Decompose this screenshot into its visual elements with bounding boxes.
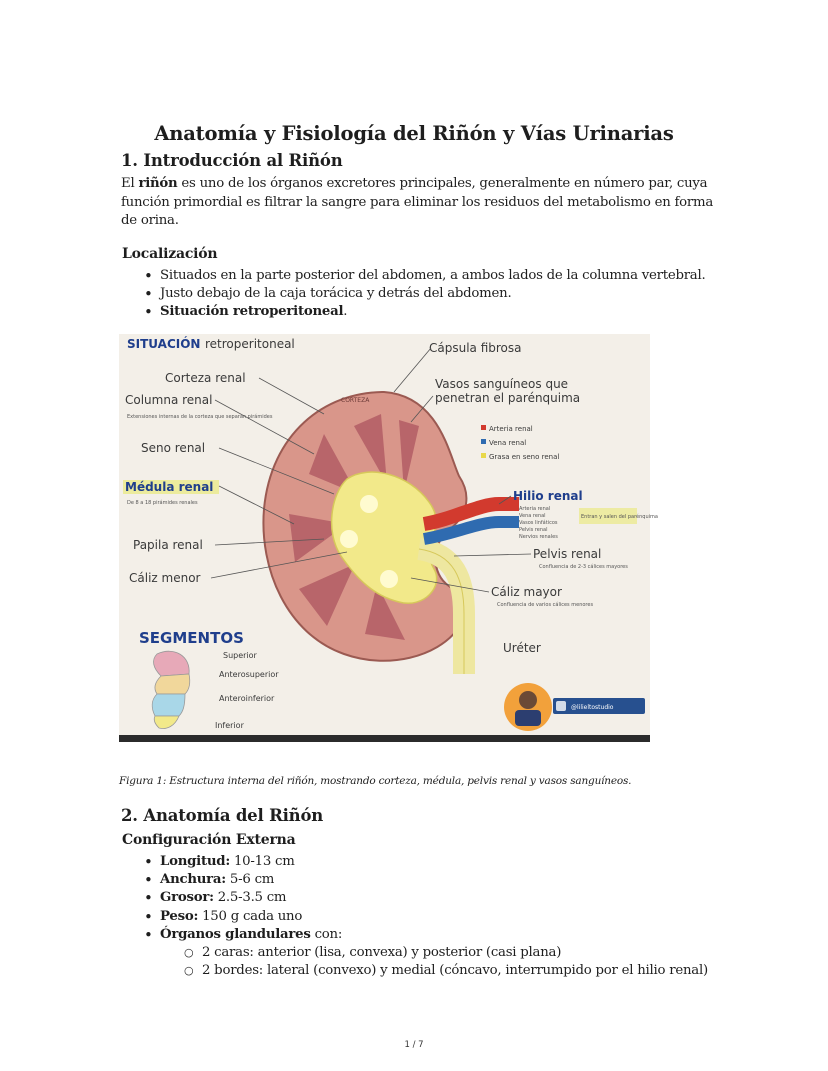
hilio-item: Pelvis renal <box>519 527 548 533</box>
item-label: Órganos glandulares <box>160 926 311 942</box>
item-value: 150 g cada uno <box>198 908 303 924</box>
hilio-item: Arteria renal <box>519 506 551 512</box>
label-caliz-mayor: Cáliz mayor <box>491 585 562 599</box>
page-number: 1 / 7 <box>404 1040 424 1050</box>
legend-arteria: Arteria renal <box>489 425 533 433</box>
list-item <box>142 908 762 926</box>
list-item <box>142 926 762 981</box>
social-handle: @lilieltostudio <box>571 704 614 711</box>
figure-bottom-edge <box>119 735 650 742</box>
list-item: • Justo debajo de la caja torácica y detrás del abdomen. <box>142 285 762 303</box>
label-pelvis: Pelvis renal <box>533 547 602 561</box>
label-caliz-menor: Cáliz menor <box>129 571 201 585</box>
label-seg-anteroinferior: Anteroinferior <box>219 694 275 703</box>
label-papila: Papila renal <box>133 538 203 552</box>
label-medula-note: De 8 a 18 pirámides renales <box>127 500 198 506</box>
section-2-heading: 2. Anatomía del Riñón <box>121 806 324 825</box>
minor-calyx <box>380 570 398 588</box>
minor-calyx <box>360 495 378 513</box>
author-avatar-head <box>519 691 537 709</box>
label-caliz-mayor-note: Confluencia de varios cálices menores <box>497 602 594 608</box>
label-seg-superior: Superior <box>223 651 257 660</box>
label-corteza-inner: CORTEZA <box>341 397 370 404</box>
page-title: Anatomía y Fisiología del Riñón y Vías Urinarias <box>154 122 674 145</box>
intro-rest: es uno de los órganos excretores principales, generalmente en número par, cuya función primordial es filtrar la sangre para eliminar los residuos del metabolismo en forma de orina. <box>121 176 714 228</box>
label-medula: Médula renal <box>125 480 214 494</box>
label-pelvis-note: Confluencia de 2-3 cálices mayores <box>539 564 628 570</box>
label-seg-anterosuperior: Anterosuperior <box>219 670 279 679</box>
legend-grasa: Grasa en seno renal <box>489 453 560 461</box>
intro-paragraph <box>121 175 721 231</box>
localizacion-list <box>142 267 762 322</box>
list-item: • Situados en la parte posterior del abdomen, a ambos lados de la columna vertebral. <box>142 267 762 285</box>
list-item <box>142 889 762 907</box>
label-seg-inferior: Inferior <box>215 721 244 730</box>
label-hilio-note: Entran y salen del parénquima <box>581 514 658 520</box>
hilio-item: Vena renal <box>519 513 546 519</box>
minor-calyx <box>340 530 358 548</box>
kidney-diagram <box>119 334 658 742</box>
legend-swatch-arteria <box>481 425 486 430</box>
segment-anteroinferior <box>152 694 185 716</box>
item-label: Grosor: <box>160 890 214 906</box>
item-label: Anchura: <box>160 872 226 888</box>
label-columna: Columna renal <box>125 393 213 407</box>
bold-item-suffix: . <box>343 304 348 320</box>
config-list <box>142 853 762 980</box>
hilio-item: Vasos linfáticos <box>519 520 558 526</box>
list-item <box>142 853 762 871</box>
item-value: con: <box>310 926 343 942</box>
list-item <box>142 871 762 889</box>
author-avatar-body <box>515 710 541 726</box>
list-item <box>142 303 762 321</box>
label-columna-note: Extensiones internas de la corteza que separan pirámides <box>127 414 273 420</box>
item-label: Peso: <box>160 908 199 924</box>
instagram-icon <box>556 701 566 711</box>
section-1-heading: 1. Introducción al Riñón <box>121 151 343 170</box>
label-vasos-2: penetran el parénquima <box>435 391 581 405</box>
intro-bold-term: riñón <box>138 176 178 191</box>
label-capsula: Cápsula fibrosa <box>429 341 522 355</box>
intro-lead: El <box>121 176 139 191</box>
item-label: Longitud: <box>160 854 230 869</box>
figure-caption: Figura 1: Estructura interna del riñón, mostrando corteza, médula, pelvis renal y vasos sanguíneos. <box>119 775 632 787</box>
sub-list <box>184 944 762 980</box>
legend-swatch-grasa <box>481 453 486 458</box>
localizacion-heading: Localización <box>122 246 218 262</box>
label-ureter: Uréter <box>503 641 541 655</box>
label-segmentos: SEGMENTOS <box>139 629 244 647</box>
label-situacion: SITUACIÓN <box>127 337 201 351</box>
segment-anterosuperior <box>155 674 190 694</box>
label-hilio: Hilio renal <box>513 489 583 503</box>
sub-list-item: ○ 2 bordes: lateral (convexo) y medial (cóncavo, interrumpido por el hilio renal) <box>184 962 762 980</box>
item-value: 2.5-3.5 cm <box>213 890 287 906</box>
label-situacion-rest: retroperitoneal <box>205 337 295 351</box>
label-corteza: Corteza renal <box>165 371 246 385</box>
label-seno: Seno renal <box>141 441 206 455</box>
legend-swatch-vena <box>481 439 486 444</box>
item-value: 10-13 cm <box>230 854 295 869</box>
hilio-item: Nervios renales <box>519 534 558 540</box>
legend-vena: Vena renal <box>489 439 527 447</box>
sub-list-item: ○ 2 caras: anterior (lisa, convexa) y posterior (casi plana) <box>184 944 762 962</box>
config-heading: Configuración Externa <box>122 832 296 848</box>
item-value: 5-6 cm <box>225 872 275 888</box>
label-vasos-1: Vasos sanguíneos que <box>435 377 569 391</box>
kidney-figure <box>119 334 658 742</box>
bold-item: Situación retroperitoneal <box>160 304 344 320</box>
